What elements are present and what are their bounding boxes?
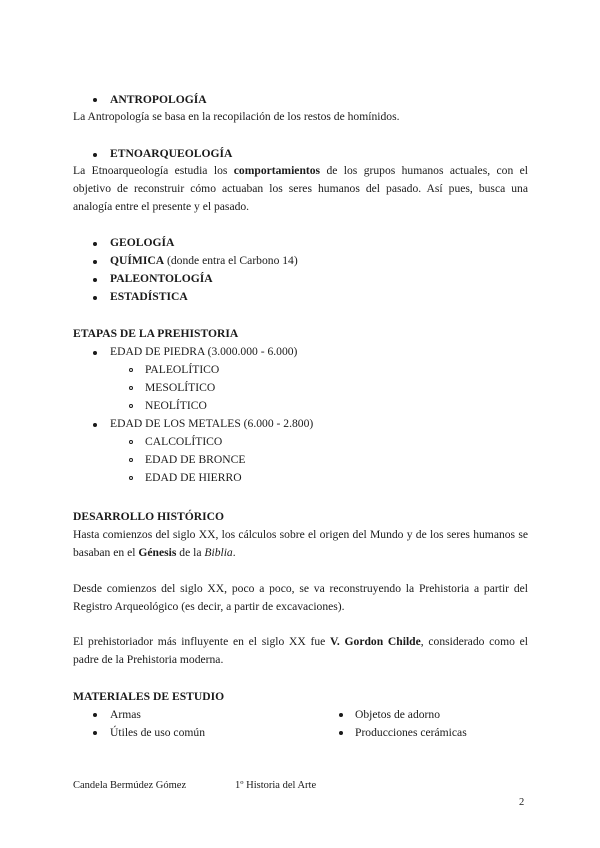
materiales-heading: MATERIALES DE ESTUDIO [73,690,225,703]
circle-bullet-icon [129,368,133,372]
circle-bullet-icon [129,458,133,462]
desarrollo-heading: DESARROLLO HISTÓRICO [73,510,225,523]
geologia-item: GEOLOGÍA [110,236,175,249]
bullet-icon [93,296,97,300]
etnoarqueologia-heading: ETNOARQUEOLOGÍA [110,147,233,160]
bullet-icon [93,731,97,735]
circle-bullet-icon [129,440,133,444]
footer-course: 1º Historia del Arte [235,780,317,791]
edad-hierro-item: EDAD DE HIERRO [145,471,242,484]
antropologia-text: La Antropología se basa en la recopilación de los restos de homínidos. [73,110,400,123]
footer-author: Candela Bermúdez Gómez [73,780,187,791]
circle-bullet-icon [129,476,133,480]
etapas-heading: ETAPAS DE LA PREHISTORIA [73,327,239,340]
edad-metales-item: EDAD DE LOS METALES (6.000 - 2.800) [110,417,314,430]
desarrollo-paragraph-3: El prehistoriador más influyente en el siglo XX fue V. Gordon Childe, considerado como el padre de la Prehistoria moderna. [73,635,528,666]
bullet-icon [339,731,343,735]
bullet-icon [93,98,97,102]
edad-piedra-item: EDAD DE PIEDRA (3.000.000 - 6.000) [110,345,298,358]
desarrollo-paragraph-2: Desde comienzos del siglo XX, poco a poco, se va reconstruyendo la Prehistoria a partir del Registro Arqueológico (es decir, a partir de excavaciones). [73,582,528,613]
bullet-icon [93,713,97,717]
mesolitico-item: MESOLÍTICO [145,381,216,394]
bullet-icon [339,713,343,717]
antropologia-heading: ANTROPOLOGÍA [110,93,207,106]
bullet-icon [93,260,97,264]
calcolitico-item: CALCOLÍTICO [145,435,223,448]
bullet-icon [93,278,97,282]
material-utiles: Útiles de uso común [110,726,205,739]
quimica-item: QUÍMICA (donde entra el Carbono 14) [110,254,298,267]
bullet-icon [93,242,97,246]
paleontologia-item: PALEONTOLOGÍA [110,272,213,285]
material-armas: Armas [110,708,141,721]
material-producciones-ceramicas: Producciones cerámicas [355,726,467,739]
circle-bullet-icon [129,386,133,390]
estadistica-item: ESTADÍSTICA [110,290,188,303]
material-objetos-adorno: Objetos de adorno [355,708,441,721]
etnoarqueologia-text: La Etnoarqueología estudia los comportamientos de los grupos humanos actuales, con el objetivo de reconstruir cómo actuaban los seres humanos del pasado. Así pues, busca una analogía entre el presente y el pasado. [73,164,528,213]
edad-bronce-item: EDAD DE BRONCE [145,453,246,466]
page-number: 2 [519,797,525,808]
desarrollo-paragraph-1: Hasta comienzos del siglo XX, los cálculos sobre el origen del Mundo y de los seres humanos se basaban en el Génesis de la Biblia. [73,528,528,559]
bullet-icon [93,351,97,355]
bullet-icon [93,153,97,157]
paleolitico-item: PALEOLÍTICO [145,363,220,376]
circle-bullet-icon [129,404,133,408]
neolitico-item: NEOLÍTICO [145,399,207,412]
bullet-icon [93,423,97,427]
